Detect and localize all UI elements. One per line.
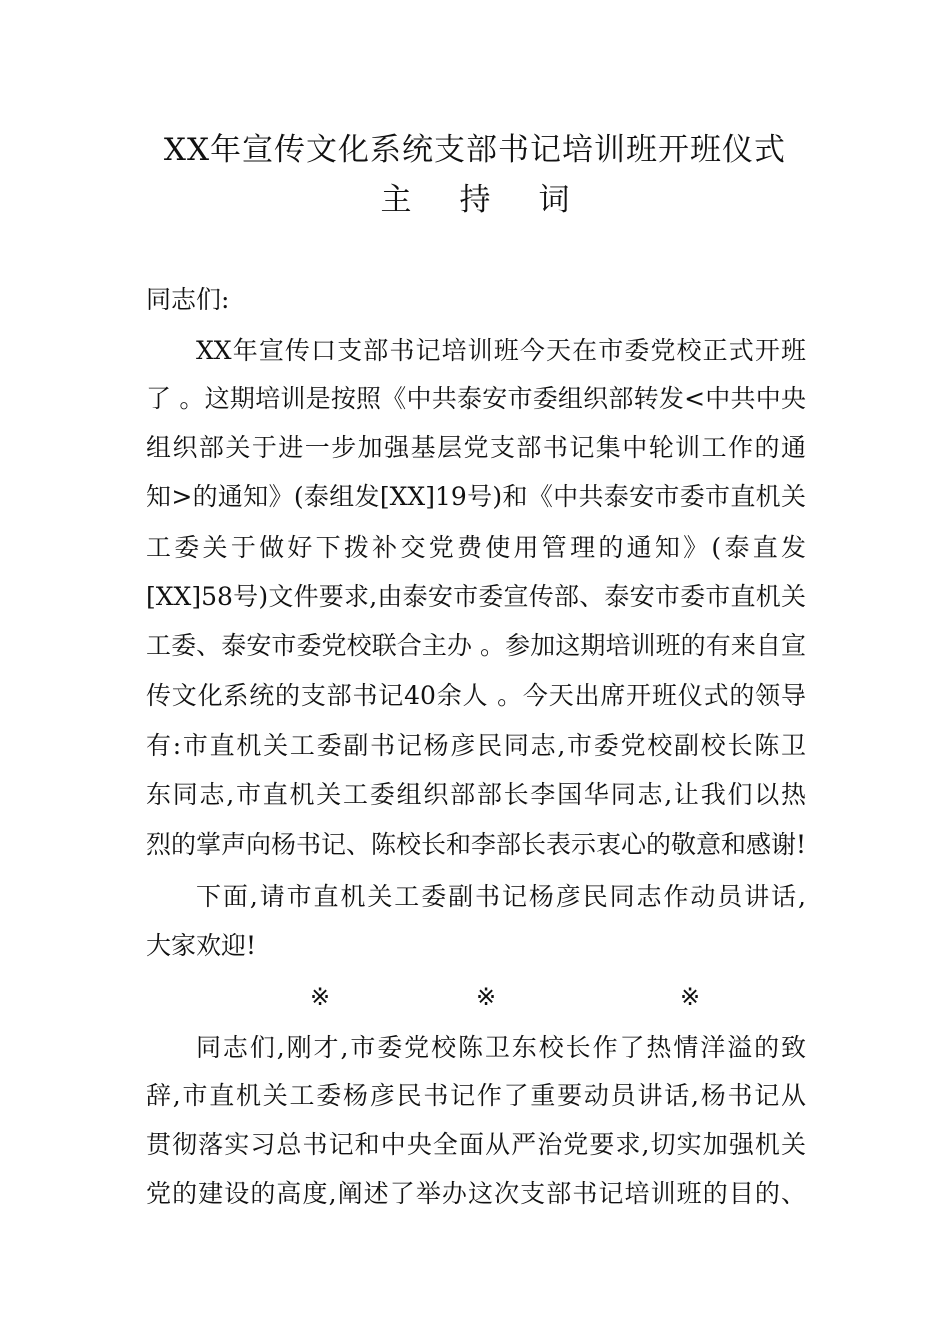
separator-mark: ※ xyxy=(310,983,331,1011)
paragraph1-line: 工委关于做好下拨补交党费使用管理的通知》(泰直发 xyxy=(146,533,806,562)
paragraph3-line: 辞,市直机关工委杨彦民书记作了重要动员讲话,杨书记从 xyxy=(146,1081,806,1110)
paragraph1-line: 东同志,市直机关工委组织部部长李国华同志,让我们以热 xyxy=(146,780,806,809)
paragraph2-line: 大家欢迎! xyxy=(146,931,257,960)
paragraph1-line: 有:市直机关工委副书记杨彦民同志,市委党校副校长陈卫 xyxy=(146,731,806,760)
document-title: XX年宣传文化系统支部书记培训班开班仪式 xyxy=(163,132,787,168)
paragraph1-line: XX年宣传口支部书记培训班今天在市委党校正式开班 xyxy=(196,336,806,365)
paragraph3-line: 贯彻落实习总书记和中央全面从严治党要求,切实加强机关 xyxy=(146,1130,806,1159)
subtitle-char: 词 xyxy=(538,182,570,218)
subtitle-char: 主 xyxy=(380,182,412,218)
paragraph3-line: 党的建设的高度,阐述了举办这次支部书记培训班的目的、 xyxy=(146,1179,806,1208)
document-subtitle xyxy=(0,180,950,220)
paragraph1-line: 组织部关于进一步加强基层党支部书记集中轮训工作的通 xyxy=(146,433,806,462)
paragraph1-line: 传文化系统的支部书记40余人 。今天出席开班仪式的领导 xyxy=(146,681,806,710)
paragraph3-line: 同志们,刚才,市委党校陈卫东校长作了热情洋溢的致 xyxy=(196,1033,806,1062)
subtitle-char: 持 xyxy=(459,182,491,218)
paragraph1-line: 了 。这期培训是按照《中共泰安市委组织部转发<中共中央 xyxy=(146,384,806,413)
paragraph1-line: [XX]58号)文件要求,由泰安市委宣传部、泰安市委市直机关 xyxy=(146,582,806,611)
paragraph1-line: 烈的掌声向杨书记、陈校长和李部长表示衷心的敬意和感谢! xyxy=(146,830,807,859)
separator-mark: ※ xyxy=(476,983,497,1011)
salutation: 同志们: xyxy=(146,285,230,314)
paragraph1-line: 知>的通知》(泰组发[XX]19号)和《中共泰安市委市直机关 xyxy=(146,482,806,511)
paragraph1-line: 工委、泰安市委党校联合主办 。参加这期培训班的有来自宣 xyxy=(146,631,806,660)
separator-mark: ※ xyxy=(680,983,701,1011)
paragraph2-line: 下面,请市直机关工委副书记杨彦民同志作动员讲话, xyxy=(196,882,806,911)
